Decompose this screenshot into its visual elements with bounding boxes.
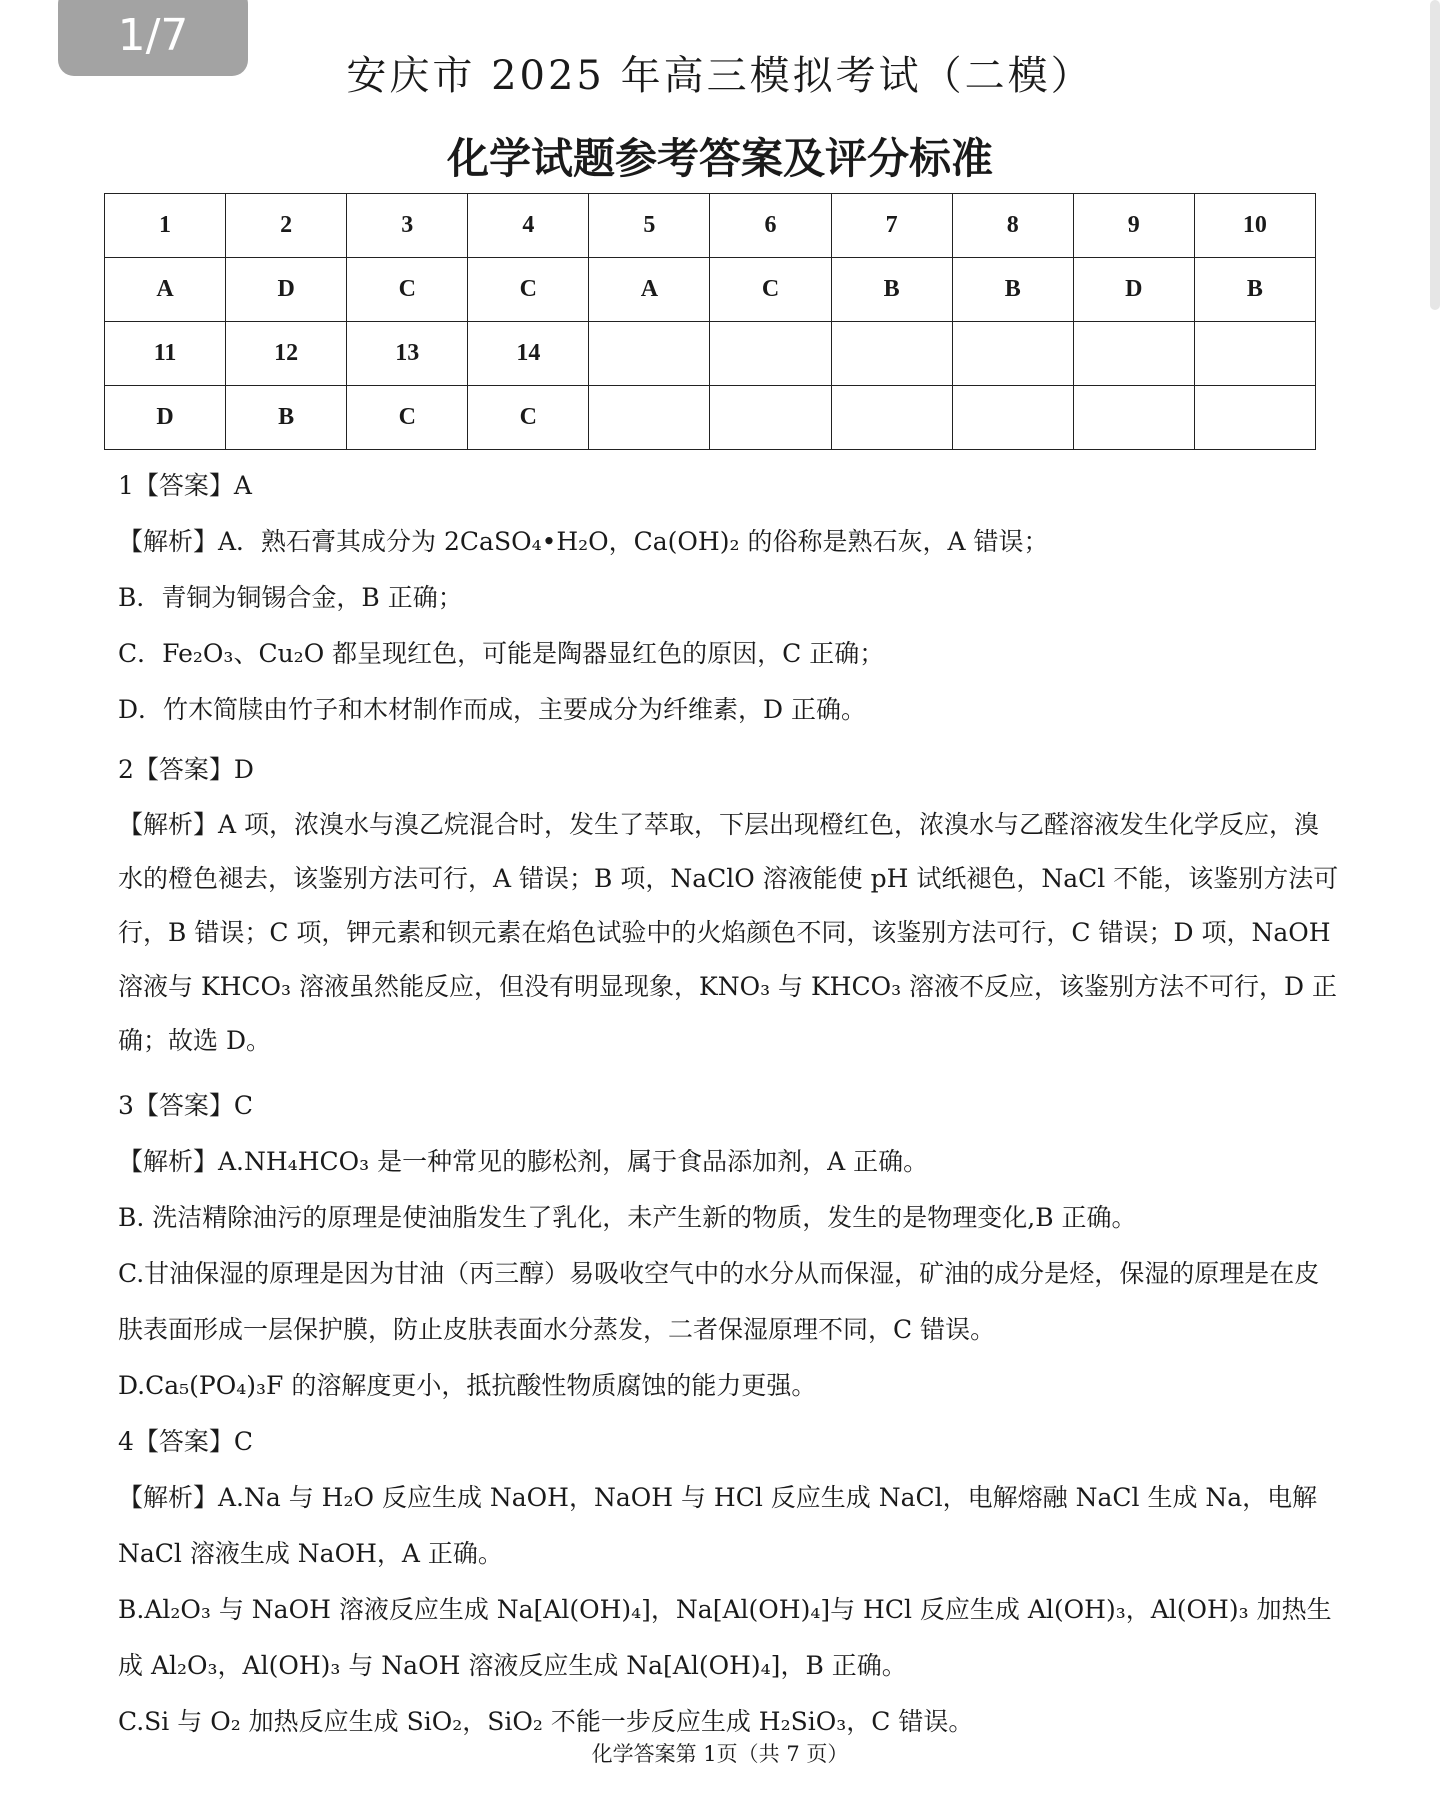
q4-option-c: C.Si 与 O₂ 加热反应生成 SiO₂，SiO₂ 不能一步反应生成 H₂SiO₃，C 错误。 — [118, 1707, 974, 1736]
answer-table-cell — [1194, 322, 1315, 386]
answer-table-cell: 6 — [710, 194, 831, 258]
answer-table-cell: 10 — [1194, 194, 1315, 258]
answer-table-cell — [710, 386, 831, 450]
answer-table-cell: D — [1073, 258, 1194, 322]
answer-table-cell: C — [347, 258, 468, 322]
q3-option-a: 【解析】A.NH₄HCO₃ 是一种常见的膨松剂，属于食品添加剂，A 正确。 — [118, 1147, 929, 1176]
page-subtitle: 化学试题参考答案及评分标准 — [446, 134, 993, 183]
answer-table-cell: D — [105, 386, 226, 450]
answer-table-cell: C — [347, 386, 468, 450]
answer-table-cell — [831, 322, 952, 386]
page-footer: 化学答案第 1页（共 7 页） — [591, 1742, 849, 1766]
answer-table-cell: B — [831, 258, 952, 322]
answer-table-cell: A — [589, 258, 710, 322]
q1-answer: 1【答案】A — [118, 471, 252, 500]
answer-table-cell — [952, 322, 1073, 386]
answer-table-cell: C — [468, 258, 589, 322]
answer-table-cell: 4 — [468, 194, 589, 258]
q3-option-d: D.Ca₅(PO₄)₃F 的溶解度更小，抵抗酸性物质腐蚀的能力更强。 — [118, 1371, 817, 1400]
analysis-content — [118, 458, 1340, 1750]
q1-option-a: 【解析】A．熟石膏其成分为 2CaSO₄•H₂O，Ca(OH)₂ 的俗称是熟石灰，A 错误； — [118, 527, 1049, 556]
answer-table-cell: B — [226, 386, 347, 450]
q3-answer: 3【答案】C — [118, 1091, 254, 1120]
answer-table-cell: D — [226, 258, 347, 322]
answer-table-cell: A — [105, 258, 226, 322]
answer-table-cell — [710, 322, 831, 386]
answer-table-row — [105, 386, 1316, 450]
answer-table-cell: 14 — [468, 322, 589, 386]
answer-table-cell: 7 — [831, 194, 952, 258]
answer-table-cell — [1194, 386, 1315, 450]
q2-answer: 2【答案】D — [118, 755, 254, 784]
answer-table-row — [105, 194, 1316, 258]
answer-table-cell — [1073, 322, 1194, 386]
answer-table-cell: 11 — [105, 322, 226, 386]
answer-table-cell — [1073, 386, 1194, 450]
q4-option-b: B.Al₂O₃ 与 NaOH 溶液反应生成 Na[Al(OH)₄]，Na[Al(OH)₄]与 HCl 反应生成 Al(OH)₃，Al(OH)₃ 加热生成 Al₂O₃，Al(OH)₃ 与 NaOH 溶液反应生成 Na[Al(OH)₄]，B 正确。 — [118, 1595, 1332, 1680]
answer-table-cell: C — [468, 386, 589, 450]
q1-option-d: D．竹木简牍由竹子和木材制作而成，主要成分为纤维素，D 正确。 — [118, 695, 867, 724]
answer-table-cell: 8 — [952, 194, 1073, 258]
answer-table-cell: 3 — [347, 194, 468, 258]
q1-option-c: C．Fe₂O₃、Cu₂O 都呈现红色，可能是陶器显红色的原因，C 正确； — [118, 639, 885, 668]
q1-option-b: B．青铜为铜锡合金，B 正确； — [118, 583, 463, 612]
q4-option-a: 【解析】A.Na 与 H₂O 反应生成 NaOH，NaOH 与 HCl 反应生成 NaCl，电解熔融 NaCl 生成 Na，电解 NaCl 溶液生成 NaOH，A 正确。 — [118, 1483, 1318, 1568]
q3-option-b: B. 洗洁精除油污的原理是使油脂发生了乳化，未产生新的物质，发生的是物理变化,B 正确。 — [118, 1203, 1137, 1232]
answer-table-cell — [589, 386, 710, 450]
answer-table-row — [105, 322, 1316, 386]
answer-table-cell: B — [952, 258, 1073, 322]
answer-table-cell: 12 — [226, 322, 347, 386]
answer-table-cell — [589, 322, 710, 386]
answer-table-cell: 2 — [226, 194, 347, 258]
page-indicator-badge: 1/7 — [58, 0, 248, 76]
page-title: 安庆市 2025 年高三模拟考试（二模） — [346, 53, 1094, 99]
answer-table-cell: B — [1194, 258, 1315, 322]
answer-table-cell: 5 — [589, 194, 710, 258]
answer-table — [104, 193, 1316, 450]
answer-table-cell — [952, 386, 1073, 450]
q4-answer: 4【答案】C — [118, 1427, 254, 1456]
answer-table-cell: C — [710, 258, 831, 322]
q2-analysis: 【解析】A 项，浓溴水与溴乙烷混合时，发生了萃取，下层出现橙红色，浓溴水与乙醛溶液发生化学反应，溴水的橙色褪去，该鉴别方法可行，A 错误；B 项，NaClO 溶液能使 pH 试纸褪色，NaCl 不能，该鉴别方法可行，B 错误；C 项，钾元素和钡元素在焰色试验中的火焰颜色不同，该鉴别方法可行，C 错误；D 项，NaOH 溶液与 KHCO₃ 溶液虽然能反应，但没有明显现象，KNO₃ 与 KHCO₃ 溶液不反应，该鉴别方法不可行，D 正确；故选 D。 — [118, 810, 1339, 1055]
q3-option-c: C.甘油保湿的原理是因为甘油（丙三醇）易吸收空气中的水分从而保湿，矿油的成分是烃，保湿的原理是在皮肤表面形成一层保护膜，防止皮肤表面水分蒸发，二者保湿原理不同，C 错误。 — [118, 1259, 1320, 1344]
answer-table-cell — [831, 386, 952, 450]
answer-table-row — [105, 258, 1316, 322]
answer-table-cell: 9 — [1073, 194, 1194, 258]
answer-table-cell: 1 — [105, 194, 226, 258]
answer-table-cell: 13 — [347, 322, 468, 386]
